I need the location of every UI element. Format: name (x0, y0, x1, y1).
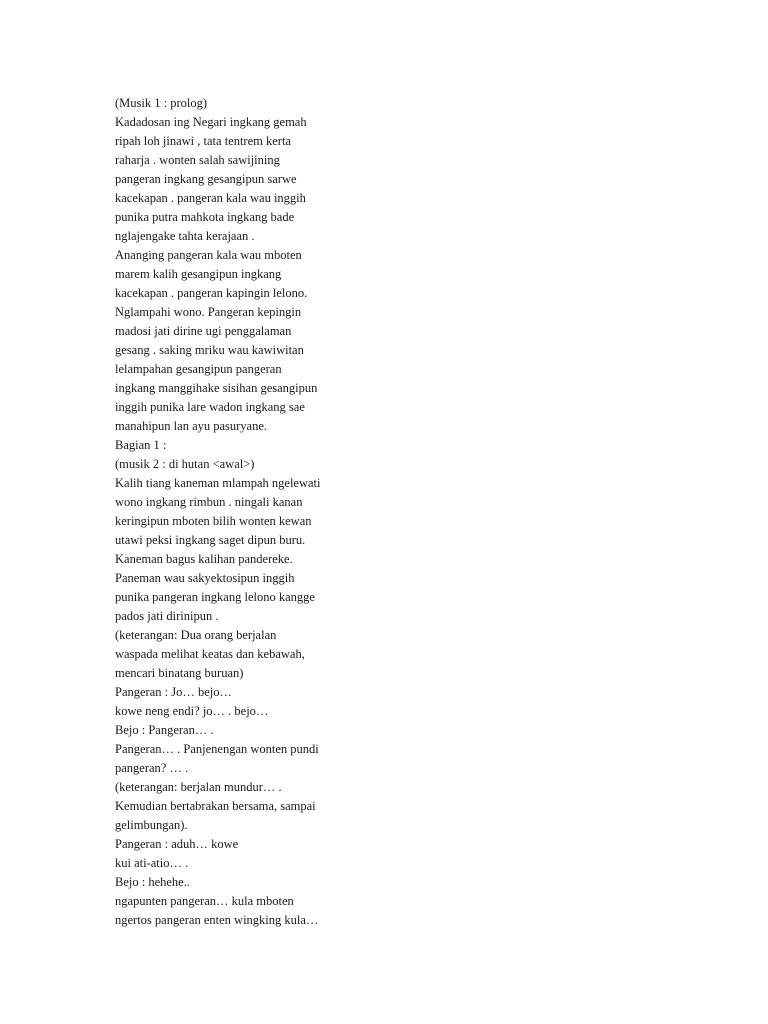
text-line: inggih punika lare wadon ingkang sae (115, 400, 305, 414)
text-line: ingkang manggihake sisihan gesangipun (115, 381, 318, 395)
text-line: pados jati dirinipun . (115, 609, 219, 623)
text-line: lelampahan gesangipun pangeran (115, 362, 282, 376)
text-line: pangeran ingkang gesangipun sarwe (115, 172, 297, 186)
text-line: madosi jati dirine ugi penggalaman (115, 324, 292, 338)
text-line: Pangeran… . Panjenengan wonten pundi (115, 742, 319, 756)
text-line: kacekapan . pangeran kala wau inggih (115, 191, 306, 205)
text-line: Kemudian bertabrakan bersama, sampai (115, 799, 316, 813)
text-line: kacekapan . pangeran kapingin lelono. (115, 286, 308, 300)
text-line: keringipun mboten bilih wonten kewan (115, 514, 312, 528)
text-line: Nglampahi wono. Pangeran kepingin (115, 305, 302, 319)
text-line: Ananging pangeran kala wau mboten (115, 248, 302, 262)
text-line: Bejo : hehehe.. (115, 875, 190, 889)
text-line: Bagian 1 : (115, 438, 167, 452)
text-line: Kadadosan ing Negari ingkang gemah (115, 115, 307, 129)
text-line: utawi peksi ingkang saget dipun buru. (115, 533, 306, 547)
text-line: marem kalih gesangipun ingkang (115, 267, 282, 281)
text-line: punika pangeran ingkang lelono kangge (115, 590, 315, 604)
text-line: pangeran? … . (115, 761, 189, 775)
text-line: ngertos pangeran enten wingking kula… (115, 913, 319, 927)
text-line: (Musik 1 : prolog) (115, 96, 208, 110)
text-line: raharja . wonten salah sawijining (115, 153, 280, 167)
text-line: ngapunten pangeran… kula mboten (115, 894, 294, 908)
text-line: Kalih tiang kaneman mlampah ngelewati (115, 476, 321, 490)
text-line: Pangeran : aduh… kowe (115, 837, 239, 851)
text-line: waspada melihat keatas dan kebawah, (115, 647, 305, 661)
text-line: Pangeran : Jo… bejo… (115, 685, 232, 699)
text-line: manahipun lan ayu pasuryane. (115, 419, 268, 433)
text-line: (keterangan: berjalan mundur… . (115, 780, 282, 794)
text-line: kui ati-atio… . (115, 856, 189, 870)
text-line: (keterangan: Dua orang berjalan (115, 628, 277, 642)
text-line: ripah loh jinawi , tata tentrem kerta (115, 134, 291, 148)
text-line: punika putra mahkota ingkang bade (115, 210, 295, 224)
text-line: Kaneman bagus kalihan pandereke. (115, 552, 293, 566)
text-line: gesang . saking mriku wau kawiwitan (115, 343, 304, 357)
text-line: kowe neng endi? jo… . bejo… (115, 704, 269, 718)
document-body (115, 94, 375, 930)
text-line: nglajengake tahta kerajaan . (115, 229, 255, 243)
text-line: (musik 2 : di hutan <awal>) (115, 457, 255, 471)
text-line: Bejo : Pangeran… . (115, 723, 214, 737)
text-line: gelimbungan). (115, 818, 188, 832)
text-line: wono ingkang rimbun . ningali kanan (115, 495, 303, 509)
text-line: Paneman wau sakyektosipun inggih (115, 571, 295, 585)
text-line: mencari binatang buruan) (115, 666, 244, 680)
